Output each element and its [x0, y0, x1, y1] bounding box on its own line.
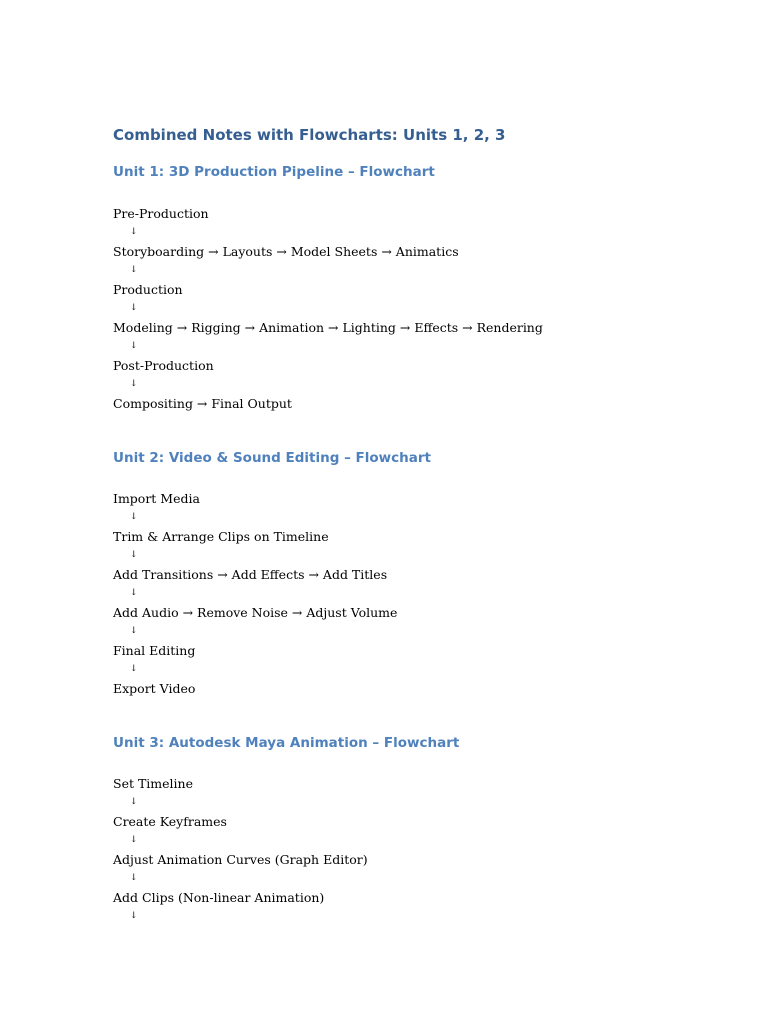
unit-2-heading: Unit 2: Video & Sound Editing – Flowchart [113, 450, 431, 466]
flow-step: Add Audio → Remove Noise → Adjust Volume [113, 605, 398, 620]
unit-3-heading: Unit 3: Autodesk Maya Animation – Flowchart [113, 735, 460, 751]
down-arrow-icon: ↓ [130, 379, 138, 389]
down-arrow-icon: ↓ [130, 797, 138, 807]
flow-step: Modeling → Rigging → Animation → Lighting → Effects → Rendering [113, 320, 543, 335]
document-title: Combined Notes with Flowcharts: Units 1, 2, 3 [113, 126, 506, 144]
down-arrow-icon: ↓ [130, 588, 138, 598]
down-arrow-icon: ↓ [130, 303, 138, 313]
flow-step: Post-Production [113, 358, 214, 373]
down-arrow-icon: ↓ [130, 626, 138, 636]
flow-step: Add Clips (Non-linear Animation) [113, 890, 325, 905]
flow-step: Storyboarding → Layouts → Model Sheets → Animatics [113, 244, 459, 259]
down-arrow-icon: ↓ [130, 873, 138, 883]
flow-step: Production [113, 282, 183, 297]
down-arrow-icon: ↓ [130, 227, 138, 237]
unit-1-flowchart [113, 204, 543, 413]
flow-step: Create Keyframes [113, 814, 227, 829]
flow-step: Adjust Animation Curves (Graph Editor) [113, 852, 368, 867]
unit-1-heading: Unit 1: 3D Production Pipeline – Flowchart [113, 164, 435, 180]
flow-step: Trim & Arrange Clips on Timeline [113, 529, 329, 544]
down-arrow-icon: ↓ [130, 835, 138, 845]
flow-step: Import Media [113, 491, 200, 506]
down-arrow-icon: ↓ [130, 550, 138, 560]
flow-step: Export Video [113, 681, 196, 696]
flow-step: Set Timeline [113, 776, 193, 791]
flow-step: Final Editing [113, 643, 196, 658]
flow-step: Compositing → Final Output [113, 396, 292, 411]
down-arrow-icon: ↓ [130, 664, 138, 674]
unit-2-flowchart [113, 489, 397, 698]
down-arrow-icon: ↓ [130, 265, 138, 275]
down-arrow-icon: ↓ [130, 341, 138, 351]
flow-step: Pre-Production [113, 206, 209, 221]
down-arrow-icon: ↓ [130, 911, 138, 921]
unit-3-flowchart [113, 774, 368, 926]
down-arrow-icon: ↓ [130, 512, 138, 522]
flow-step: Add Transitions → Add Effects → Add Titles [113, 567, 388, 582]
